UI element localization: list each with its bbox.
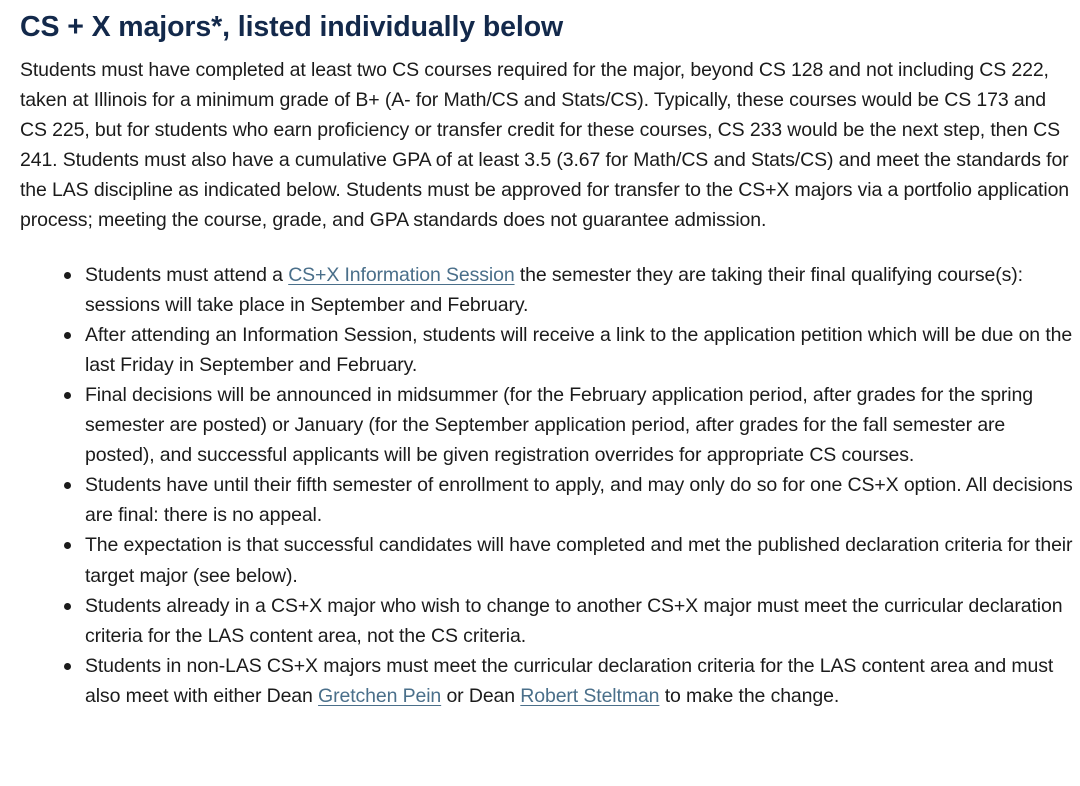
bullet-icon [64,482,71,489]
list-item-text: Final decisions will be announced in midsummer (for the February application period, after grades for the spring semester are posted) or January (for the September application period, after grades for the fall semester are posted), and successful applicants will be given registration overrides for appropriate CS courses. [85,383,1033,467]
bullet-icon [64,663,71,670]
list-item-text: to make the change. [659,684,840,707]
bullet-icon [64,332,71,339]
list-item-text: the semester they are taking their final qualifying course(s): sessions will take place in September and February. [85,263,1023,316]
list-item [85,260,1074,320]
cs-x-information-session-link[interactable]: CS+X Information Session [288,263,515,286]
list-item-text: Students have until their fifth semester of enrollment to apply, and may only do so for one CS+X option. All decisions are final: there is no appeal. [85,474,1073,527]
list-item [85,530,1074,590]
list-item-text: Students already in a CS+X major who wish to change to another CS+X major must meet the curricular declaration criteria for the LAS content area, not the CS criteria. [85,594,1063,647]
bullet-icon [64,392,71,399]
gretchen-pein-link[interactable]: Gretchen Pein [318,684,442,707]
requirements-list [20,260,1074,711]
list-item [85,651,1074,711]
list-item-text: or Dean [441,684,521,707]
list-item-text: Students in non-LAS CS+X majors must meet the curricular declaration criteria for the LAS content area and must also meet with either Dean [85,654,1054,707]
bullet-icon [64,272,71,279]
list-item [85,380,1074,470]
intro-paragraph: Students must have completed at least two CS courses required for the major, beyond CS 128 and not including CS 222, taken at Illinois for a minimum grade of B+ (A- for Math/CS and Stats/CS). Typically, these courses would be CS 173 and CS 225, but for students who earn proficiency or transfer credit for these courses, CS 233 would be the next step, then CS 241. Students must also have a cumulative GPA of at least 3.5 (3.67 for Math/CS and Stats/CS) and meet the standards for the LAS discipline as indicated below. Students must be approved for transfer to the CS+X majors via a portfolio application process; meeting the course, grade, and GPA standards does not guarantee admission. [20,59,1070,232]
list-item-text: The expectation is that successful candidates will have completed and met the published declaration criteria for their target major (see below). [85,534,1073,587]
robert-steltman-link[interactable]: Robert Steltman [520,684,660,707]
list-item [85,470,1074,530]
list-item [85,591,1074,651]
bullet-icon [64,542,71,549]
section-heading: CS + X majors*, listed individually below [20,11,564,43]
list-item [85,320,1074,380]
list-item-text: Students must attend a [85,263,289,286]
bullet-icon [64,603,71,610]
list-item-text: After attending an Information Session, students will receive a link to the application petition which will be due on the last Friday in September and February. [85,323,1073,376]
